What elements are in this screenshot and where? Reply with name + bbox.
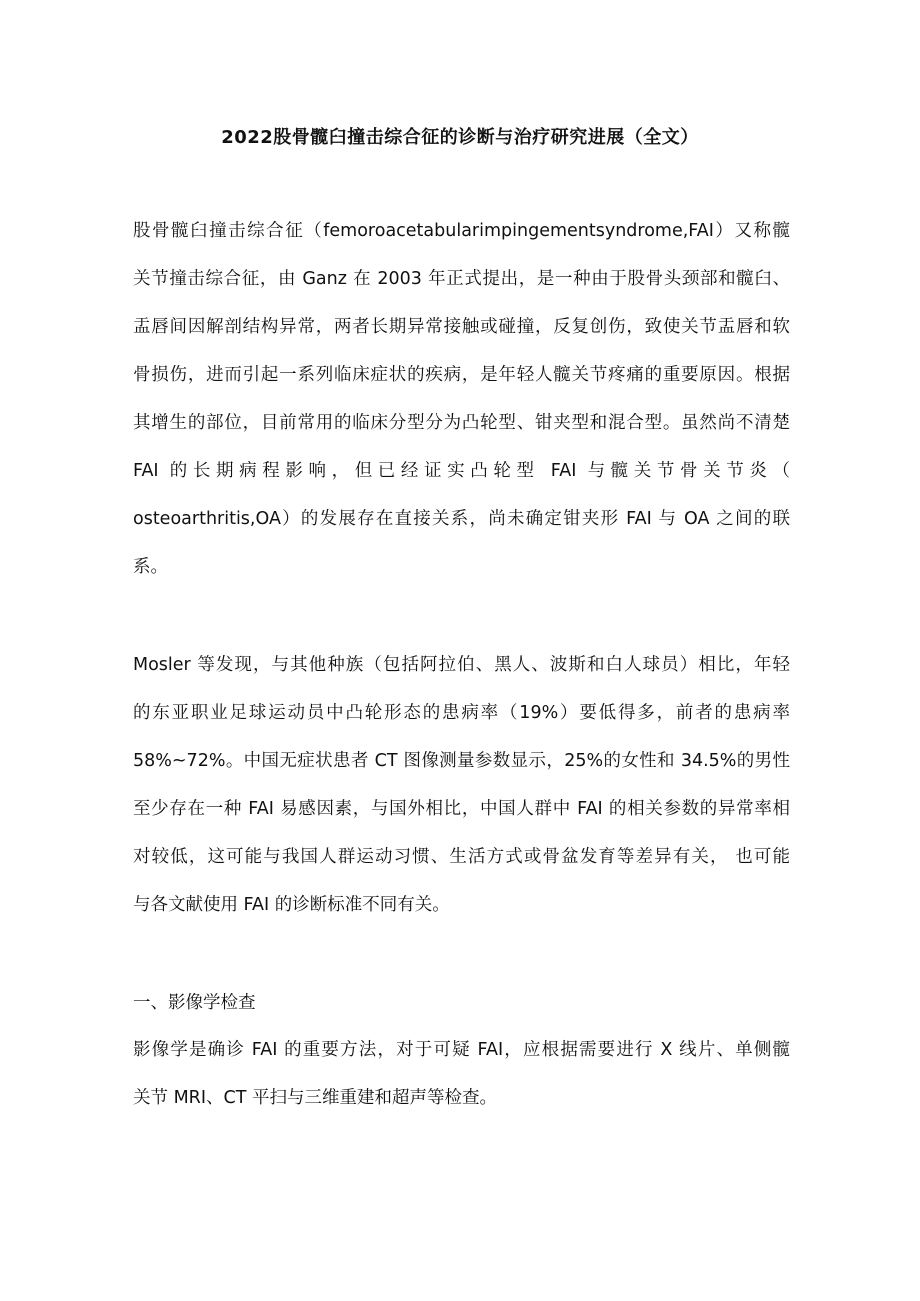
paragraph1-line-5: 其增生的部位，目前常用的临床分型分为凸轮型、钳夹型和混合型。虽然尚不清楚 (133, 413, 790, 433)
paragraph1-line-2: 关节撞击综合征，由 Ganz 在 2003 年正式提出，是一种由于股骨头颈部和髋臼、 (133, 269, 790, 289)
paragraph1-line-1: 股骨髋臼撞击综合征（femoroacetabularimpingementsyndrome,FAI）又称髋 (133, 221, 790, 241)
section-heading: 一、影像学检查 (133, 993, 256, 1013)
paragraph3-line-1: 影像学是确诊 FAI 的重要方法，对于可疑 FAI，应根据需要进行 X 线片、单侧髋 (133, 1040, 790, 1060)
paragraph2-line-6: 与各文献使用 FAI 的诊断标准不同有关。 (133, 895, 450, 915)
paragraph2-line-3: 58%~72%。中国无症状患者 CT 图像测量参数显示，25%的女性和 34.5%的男性 (133, 751, 790, 771)
paragraph2-line-1: Mosler 等发现，与其他种族（包括阿拉伯、黑人、波斯和白人球员）相比，年轻 (133, 655, 790, 675)
paragraph3-line-2: 关节 MRI、CT 平扫与三维重建和超声等检查。 (133, 1088, 497, 1108)
paragraph1-line-8: 系。 (133, 557, 168, 577)
paragraph2-line-4: 至少存在一种 FAI 易感因素，与国外相比，中国人群中 FAI 的相关参数的异常率相 (133, 799, 790, 819)
paragraph1-line-4: 骨损伤，进而引起一系列临床症状的疾病，是年轻人髋关节疼痛的重要原因。根据 (133, 365, 790, 385)
paragraph2-line-5: 对较低，这可能与我国人群运动习惯、生活方式或骨盆发育等差异有关， 也可能 (133, 847, 790, 867)
paragraph1-line-7: osteoarthritis,OA）的发展存在直接关系，尚未确定钳夹形 FAI 与 OA 之间的联 (133, 509, 790, 529)
paragraph1-line-6: FAI 的长期病程影响，但已经证实凸轮型 FAI 与髋关节骨关节炎（ (133, 461, 790, 481)
paragraph2-line-2: 的东亚职业足球运动员中凸轮形态的患病率（19%）要低得多，前者的患病率 (133, 703, 790, 723)
document-title: 2022股骨髋臼撞击综合征的诊断与治疗研究进展（全文） (221, 127, 699, 148)
paragraph1-line-3: 盂唇间因解剖结构异常，两者长期异常接触或碰撞，反复创伤，致使关节盂唇和软 (133, 317, 790, 337)
